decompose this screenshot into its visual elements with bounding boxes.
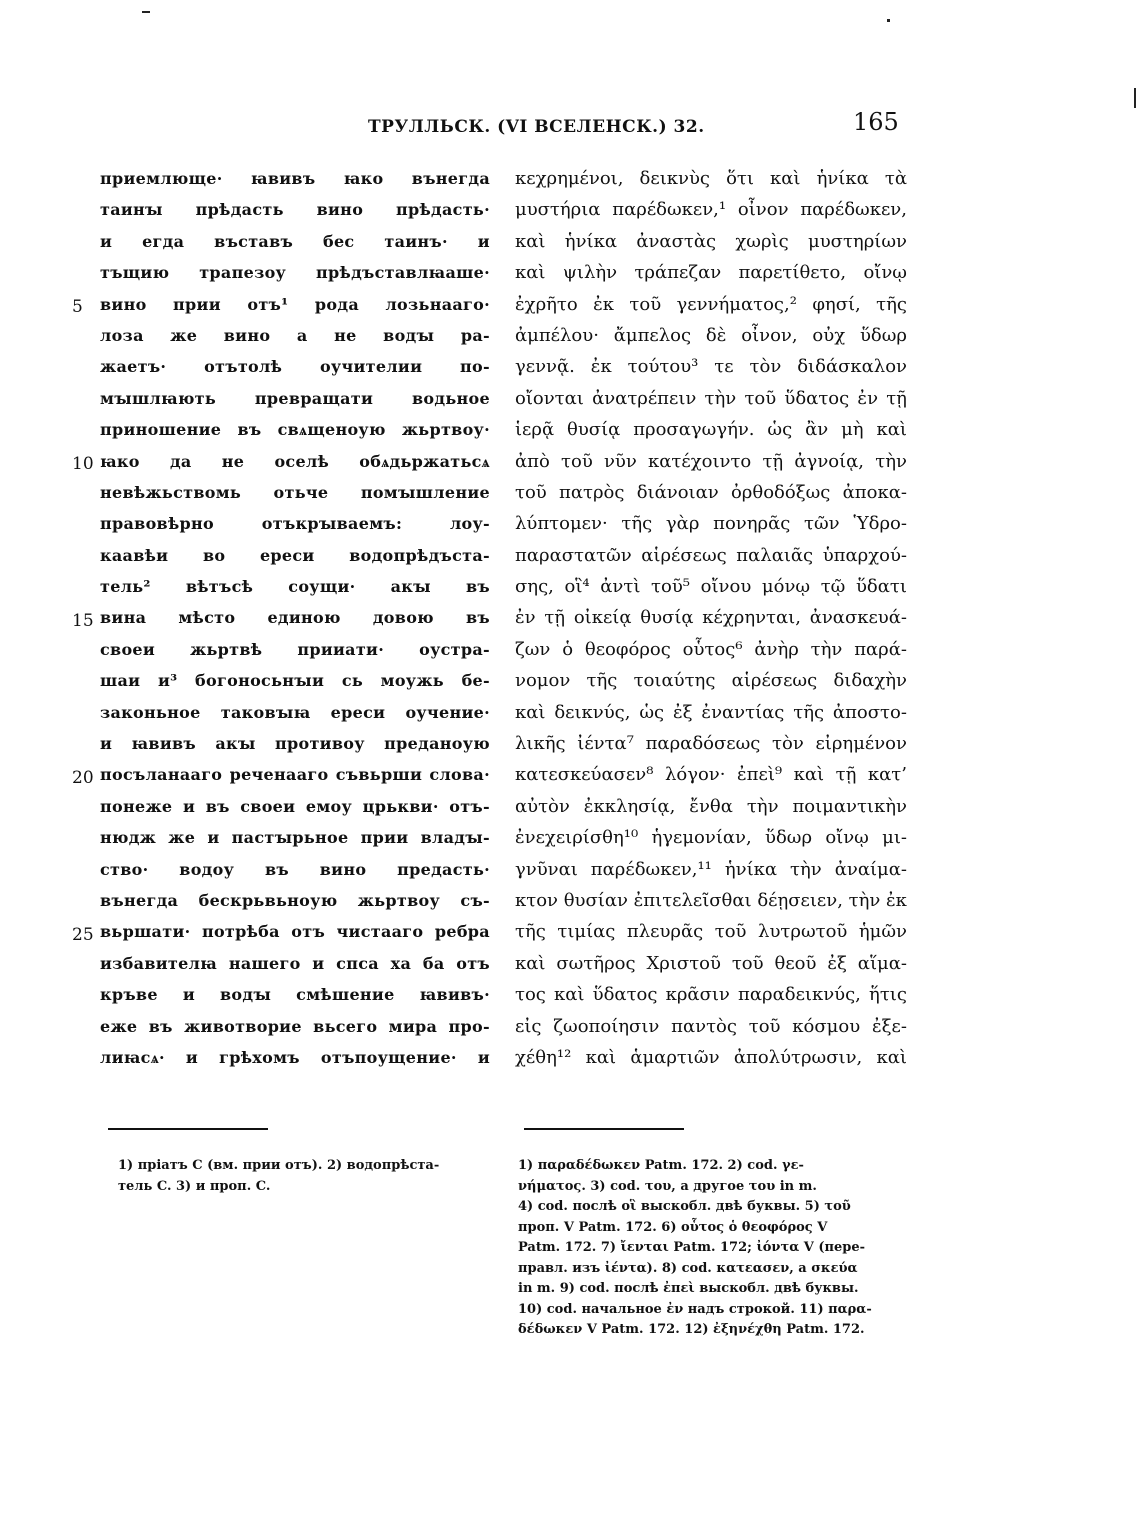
slavonic-text-column xyxy=(100,163,490,1073)
text-line: νομον τῆς τοιαύτης αἱρέσεως διδαχὴν xyxy=(515,670,907,692)
text-line: λικῆς ἰέντα⁷ παραδόσεως τὸν εἰρημένον xyxy=(515,733,907,755)
text-line: вьршати· потрѣба отъ чистааго ребра xyxy=(100,922,490,942)
text-line: ꙗко да не оселѣ обѧдьржатьсѧ xyxy=(100,451,490,471)
text-line: ἐνεχειρίσθη¹⁰ ἡγεμονίαν, ὕδωρ οἴνῳ μι- xyxy=(515,827,907,849)
scan-speck xyxy=(1134,88,1136,108)
text-line: χέθη¹² καὶ ἁμαρτιῶν ἀπολύτρωσιν, καὶ xyxy=(515,1046,907,1068)
footnotes-right xyxy=(518,1156,910,1341)
text-line: καὶ ἡνίκα ἀναστὰς χωρὶς μυστηρίων xyxy=(515,230,907,252)
text-line: шаи и³ богоносьнꙑи сь моужь бе- xyxy=(100,671,490,691)
text-line: 1) прiатъ C (вм. прии отъ). 2) водопрѣста- xyxy=(118,1158,440,1173)
text-line: κτον θυσίαν ἐπιτελεῖσθαι δέῃσειεν, τὴν ἐκ xyxy=(515,889,907,911)
scan-speck xyxy=(142,11,150,13)
text-line: и ꙗвивъ акꙑ противоу преданоую xyxy=(100,734,490,754)
text-line: ζων ὁ θεοφόρος οὗτος⁶ ἀνὴρ τὴν παρά- xyxy=(515,638,907,660)
text-line: λύπτομεν· τῆς γὰρ πονηρᾶς τῶν Ὑδρο- xyxy=(515,513,907,535)
text-line: приемлюще· ꙗвивъ ꙗко вънегда xyxy=(100,169,490,188)
text-line: ἀπὸ τοῦ νῦν κατέχοιντο τῇ ἀγνοίᾳ, τὴν xyxy=(515,450,907,472)
scan-speck xyxy=(887,19,890,22)
text-line: τοῦ πατρὸς διάνοιαν ὀρθοδόξως ἀποκα- xyxy=(515,481,907,503)
text-line: вино прии отъ¹ рода лозьнааго· xyxy=(100,294,490,314)
text-line: законьное таковꙑꙗ ереси оучение· xyxy=(100,702,490,722)
text-line: мꙑшлꙗють превращати водьное xyxy=(100,388,490,408)
text-line: ἱερᾷ θυσίᾳ προσαγωγήν. ὡς ἂν μὴ καὶ xyxy=(515,419,907,441)
text-line: невѣжьствомь отьче помꙑшление xyxy=(100,482,490,502)
text-line: лоза же вино а не водꙑ ра- xyxy=(100,325,490,345)
text-line: in m. 9) cod. послѣ ἐπεὶ выскобл. двѣ буквы. xyxy=(518,1281,859,1296)
text-line: ἐχρῆτο ἐκ τοῦ γεννήματος,² φησί, τῆς xyxy=(515,293,907,315)
text-line: кръве и водꙑ смѣшение ꙗвивъ· xyxy=(100,985,490,1005)
text-line: тель C. 3) и проп. C. xyxy=(118,1178,271,1194)
text-line: οἴονται ἀνατρέπειν τὴν τοῦ ὕδατος ἐν τῇ xyxy=(515,387,907,409)
text-line: своеи жьртвѣ прииати· оустра- xyxy=(100,639,490,659)
text-line: 1) παραδέδωκεν Patm. 172. 2) cod. γε- xyxy=(518,1158,804,1173)
text-line: τος καὶ ὕδατος κρᾶσιν παραδεικνύς, ἥτις xyxy=(515,984,907,1006)
text-line: καὶ ψιλὴν τράπεζαν παρετίθετο, οἴνῳ xyxy=(515,262,907,284)
text-line: вънегда бескрьвьноую жьртвоу съ- xyxy=(100,890,490,910)
text-line: каавѣи во ереси водопрѣдъста- xyxy=(100,545,490,565)
text-line: лиꙗсѧ· и грѣхомъ отъпоущение· и xyxy=(100,1047,490,1067)
text-line: ство· водоу въ вино предасть· xyxy=(100,859,490,879)
text-line: ἐν τῇ οἰκείᾳ θυσίᾳ κέχρηνται, ἀνασκευά- xyxy=(515,607,907,629)
text-line: κατεσκεύασεν⁸ λόγον· ἐπεὶ⁹ καὶ τῇ κατ’ xyxy=(515,764,907,786)
text-line: приношение въ свѧщеноую жьртвоу· xyxy=(100,420,490,440)
text-line: избавителꙗ нашего и спса ха ба отъ xyxy=(100,953,490,973)
page-number: 165 xyxy=(853,108,899,136)
footnote-rule-right xyxy=(524,1128,684,1130)
line-number: 25 xyxy=(72,925,94,945)
text-line: тель² вѣтъсѣ соущи· акꙑ въ xyxy=(100,577,490,597)
text-line: γεννᾷ. ἐκ τούτου³ τε τὸν διδάσκαλον xyxy=(515,356,907,378)
text-line: 10) cod. начальное ἐν надъ строкой. 11) παρα- xyxy=(518,1301,872,1317)
text-line: таинꙑ прѣдасть вино прѣдасть· xyxy=(100,200,490,220)
text-line: τῆς τιμίας πλευρᾶς τοῦ λυτρωτοῦ ἡμῶν xyxy=(515,921,907,943)
footnote-rule-left xyxy=(108,1128,268,1130)
text-line: еже въ животворие вьсего мира про- xyxy=(100,1016,490,1036)
line-number: 15 xyxy=(72,611,94,631)
line-number: 5 xyxy=(72,297,83,317)
text-line: γνῦναι παρέδωκεν,¹¹ ἡνίκα τὴν ἀναίμα- xyxy=(515,858,907,880)
text-line: κεχρημένοι, δεικνὺς ὅτι καὶ ἡνίκα τὰ xyxy=(515,168,907,189)
text-line: понеже и въ своеи емоу црькви· отъ- xyxy=(100,796,490,816)
text-line: παραστατῶν αἱρέσεως παλαιᾶς ὑπαρχού- xyxy=(515,544,907,566)
text-line: εἰς ζωοποίησιν παντὸς τοῦ κόσμου ἐξε- xyxy=(515,1015,907,1037)
text-line: σης, οἳ⁴ ἀντὶ τοῦ⁵ οἴνου μόνῳ τῷ ὕδατι xyxy=(515,576,907,598)
text-line: правовѣрно отъкрꙑваемъ: лоу- xyxy=(100,514,490,534)
text-line: проп. V Patm. 172. 6) οὗτος ὁ θεοφόρος V xyxy=(518,1219,828,1235)
text-line: жаетъ· отътолѣ оучителии по- xyxy=(100,357,490,377)
text-line: αὐτὸν ἐκκλησίᾳ, ἔνθα τὴν ποιμαντικὴν xyxy=(515,795,907,817)
footnotes-left xyxy=(118,1156,488,1197)
text-line: νήματος. 3) cod. του, а другое του in m. xyxy=(518,1178,817,1194)
text-line: вина мѣсто единою довою въ xyxy=(100,608,490,628)
greek-text-column xyxy=(515,163,907,1073)
text-line: καὶ δεικνύς, ὡς ἐξ ἐναντίας τῆς ἀποστο- xyxy=(515,701,907,723)
text-line: тъщию трапезоу прѣдъставлꙗаше· xyxy=(100,263,490,283)
text-line: посъланааго реченааго съвьрши слова· xyxy=(100,765,490,785)
line-number: 20 xyxy=(72,768,94,788)
running-head: ТРУЛЛЬСК. (VI ВСЕЛЕНСК.) 32. xyxy=(368,117,705,137)
text-line: и егда въставъ бес таинъ· и xyxy=(100,231,490,251)
text-line: правл. изъ ἰέντα). 8) cod. κατεασεν, а σκεύα xyxy=(518,1260,858,1276)
text-line: Patm. 172. 7) ἴενται Patm. 172; ἰόντα V (пере- xyxy=(518,1240,866,1255)
text-line: 4) cod. послѣ οἳ выскобл. двѣ буквы. 5) τοῦ xyxy=(518,1199,851,1214)
text-line: μυστήρια παρέδωκεν,¹ οἶνον παρέδωκεν, xyxy=(515,199,907,221)
text-line: δέδωκεν V Patm. 172. 12) ἐξηνέχθη Patm. 172. xyxy=(518,1322,865,1337)
line-number: 10 xyxy=(72,454,94,474)
text-line: ἀμπέλου· ἄμπελος δὲ οἶνον, οὐχ ὕδωρ xyxy=(515,324,907,346)
text-line: нюдж же и пастꙑрьное прии владꙑ- xyxy=(100,828,490,848)
text-line: καὶ σωτῆρος Χριστοῦ τοῦ θεοῦ ἐξ αἵμα- xyxy=(515,952,907,974)
